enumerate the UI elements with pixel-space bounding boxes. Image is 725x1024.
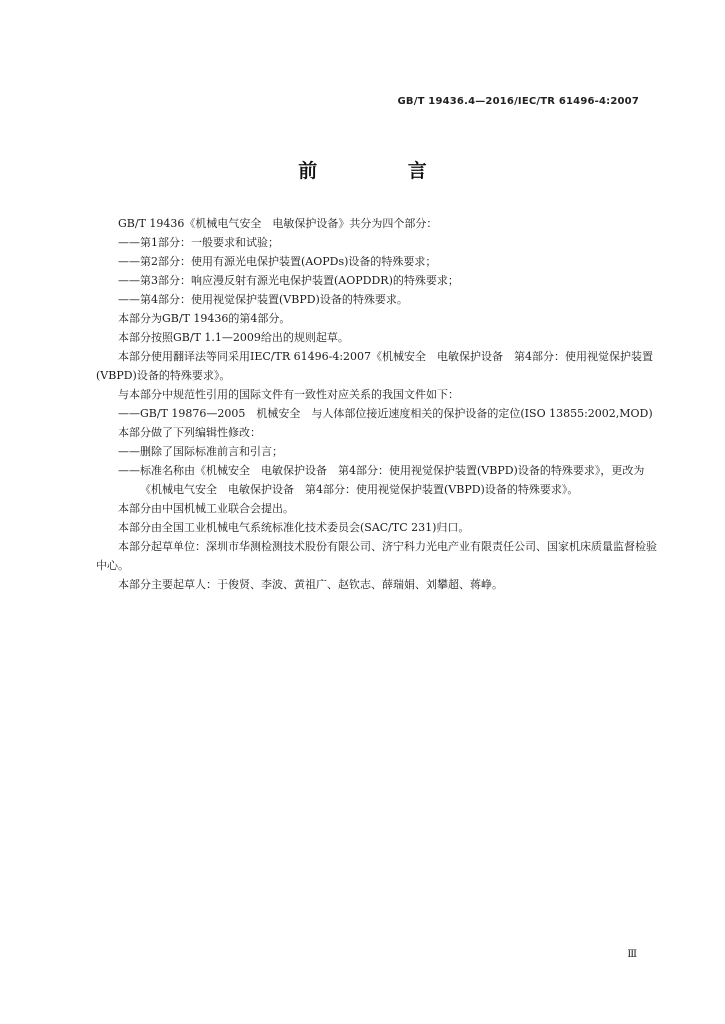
list-item-removed-foreword: ——删除了国际标准前言和引言； bbox=[118, 445, 283, 458]
paragraph-drafting-rules: 本部分按照GB/T 1.1—2009给出的规则起草。 bbox=[118, 331, 349, 344]
paragraph-proposed-by: 本部分由中国机械工业联合会提出。 bbox=[118, 502, 294, 515]
paragraph-normative-refs: 与本部分中规范性引用的国际文件有一致性对应关系的我国文件如下： bbox=[118, 388, 459, 401]
list-item-part-3: ——第3部分：响应漫反射有源光电保护装置(AOPDDR)的特殊要求； bbox=[118, 274, 459, 287]
paragraph-editorial-changes: 本部分做了下列编辑性修改： bbox=[118, 426, 261, 439]
paragraph-centralized-by: 本部分由全国工业机械电气系统标准化技术委员会(SAC/TC 231)归口。 bbox=[118, 521, 470, 534]
paragraph-drafting-units: 本部分起草单位：深圳市华测检测技术股份有限公司、济宁科力光电产业有限责任公司、国家机床质量监督检验中心。 bbox=[96, 540, 657, 572]
paragraph-series-intro: GB/T 19436《机械电气安全 电敏保护设备》共分为四个部分： bbox=[118, 217, 438, 230]
page-title: 前 言 bbox=[298, 160, 469, 182]
paragraph-adoption: 本部分使用翻译法等同采用IEC/TR 61496-4:2007《机械安全 电敏保护设备 第4部分：使用视觉保护装置(VBPD)设备的特殊要求》。 bbox=[96, 350, 654, 382]
list-item-gbt-19876: ——GB/T 19876—2005 机械安全 与人体部位接近速度相关的保护设备的定位(ISO 13855:2002,MOD) bbox=[118, 407, 653, 420]
standard-number-header: GB/T 19436.4—2016/IEC/TR 61496-4:2007 bbox=[397, 96, 639, 107]
paragraph-drafters: 本部分主要起草人：于俊贤、李波、黄祖广、赵钦志、薛瑞娟、刘攀超、蒋峥。 bbox=[118, 578, 503, 591]
foreword-body bbox=[96, 214, 662, 594]
page-number: Ⅲ bbox=[627, 949, 637, 960]
list-item-part-2: ——第2部分：使用有源光电保护装置(AOPDs)设备的特殊要求； bbox=[118, 255, 437, 268]
paragraph-this-part: 本部分为GB/T 19436的第4部分。 bbox=[118, 312, 291, 325]
list-item-part-4: ——第4部分：使用视觉保护装置(VBPD)设备的特殊要求。 bbox=[118, 293, 408, 306]
list-item-part-1: ——第1部分：一般要求和试验； bbox=[118, 236, 279, 249]
list-item-title-change: ——标准名称由《机械安全 电敏保护设备 第4部分：使用视觉保护装置(VBPD)设备的特殊要求》，更改为《机械电气安全 电敏保护设备 第4部分：使用视觉保护装置(VBPD)设备的特殊要求》。 bbox=[118, 464, 645, 496]
